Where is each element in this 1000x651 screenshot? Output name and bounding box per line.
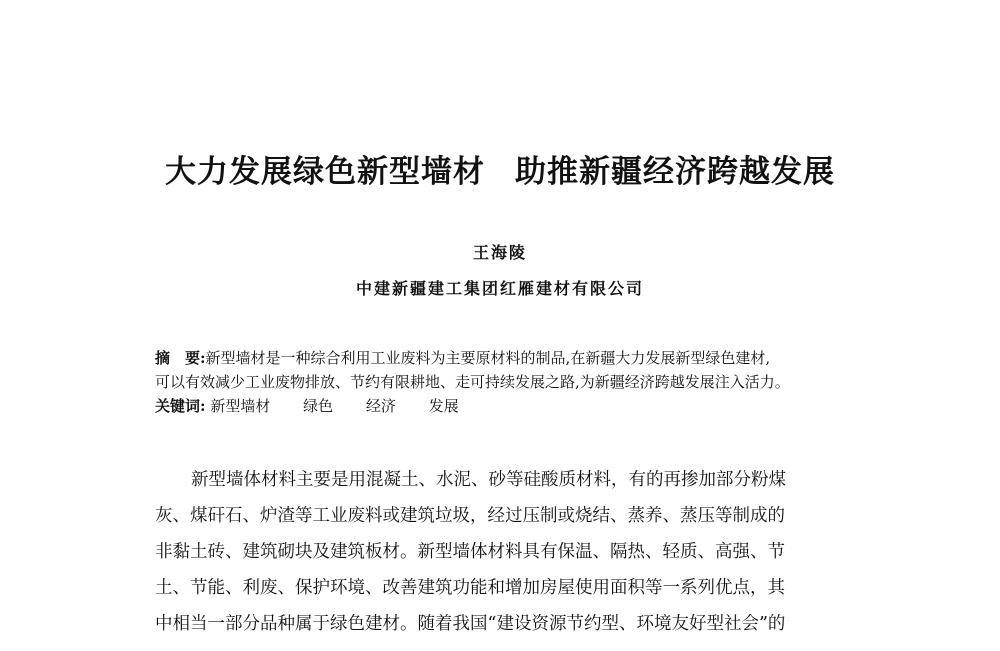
body-line: 灰、煤矸石、炉渣等工业废料或建筑垃圾，经过压制或烧结、蒸养、蒸压等制成的 — [155, 506, 785, 526]
keywords-label: 关键词: — [155, 397, 206, 415]
abstract-line-2: 可以有效减少工业废物排放、节约有限耕地、走可持续发展之路,为新疆经济跨越发展注入活力。 — [155, 373, 790, 391]
abstract-text-1: 新型墙材是一种综合利用工业废料为主要原材料的制品,在新疆大力发展新型绿色建材, — [205, 349, 771, 367]
body-line — [155, 462, 877, 498]
title-part-2: 助推新疆经济跨越发展 — [515, 154, 835, 190]
author-name: 王海陵 — [472, 243, 527, 262]
keyword-item: 绿色 — [303, 397, 334, 415]
body-line: 土、节能、利废、保护环境、改善建筑功能和增加房屋使用面积等一系列优点，其 — [155, 578, 785, 598]
body-line: 中相当一部分品种属于绿色建材。随着我国“建设资源节约型、环境友好型社会”的 — [155, 614, 786, 634]
article-title — [0, 146, 1000, 191]
body-line: 非黏土砖、建筑砌块及建筑板材。新型墙体材料具有保温、隔热、轻质、高强、节 — [155, 542, 785, 562]
body-paragraph — [155, 462, 877, 642]
abstract-block — [155, 346, 895, 418]
body-line-text: 新型墙体材料主要是用混凝土、水泥、砂等硅酸质材料，有的再掺加部分粉煤 — [191, 470, 786, 490]
keyword-item: 发展 — [428, 397, 459, 415]
abstract-line-1 — [155, 346, 895, 370]
keyword-item: 新型墙材 — [210, 397, 271, 415]
author-affiliation: 中建新疆建工集团红雁建材有限公司 — [355, 279, 644, 298]
title-part-1: 大力发展绿色新型墙材 — [165, 154, 485, 190]
abstract-label: 摘 要: — [155, 349, 206, 367]
keywords-line — [155, 394, 895, 418]
keyword-item: 经济 — [365, 397, 396, 415]
